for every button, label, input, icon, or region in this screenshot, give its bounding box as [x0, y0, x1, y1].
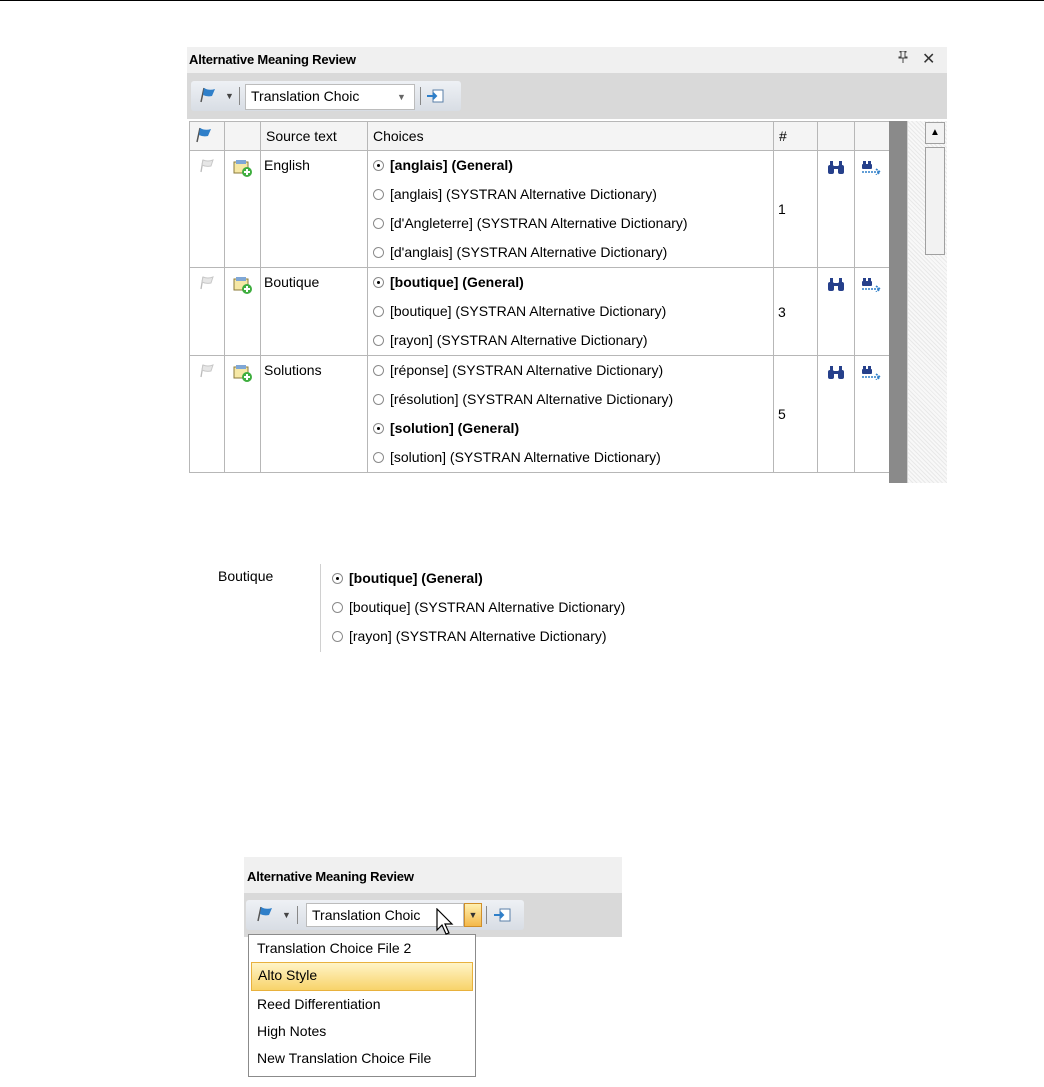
table-row[interactable] — [190, 268, 890, 356]
search-cell[interactable] — [818, 356, 855, 473]
panel-title: Alternative Meaning Review — [247, 869, 414, 884]
chevron-down-icon[interactable]: ▼ — [397, 92, 406, 102]
find-next-icon[interactable] — [861, 367, 883, 383]
choice-option[interactable] — [368, 356, 773, 385]
row-flag-cell[interactable] — [190, 268, 225, 356]
choice-option[interactable] — [368, 326, 773, 355]
mouse-cursor-icon — [436, 908, 456, 936]
table-row[interactable] — [190, 356, 890, 473]
row-add-cell[interactable] — [225, 151, 261, 268]
column-header-source[interactable]: Source text — [261, 122, 368, 151]
choice-label: [solution] (SYSTRAN Alternative Dictionary) — [390, 449, 661, 465]
choice-option[interactable] — [368, 151, 773, 180]
choice-option[interactable] — [368, 180, 773, 209]
chevron-down-icon[interactable]: ▼ — [464, 903, 482, 927]
search-cell[interactable] — [818, 151, 855, 268]
flag-icon[interactable] — [199, 365, 215, 381]
table-row[interactable] — [190, 151, 890, 268]
choice-option[interactable] — [368, 385, 773, 414]
goto-cell[interactable] — [855, 268, 890, 356]
panel-toolbar — [187, 73, 947, 119]
radio-icon[interactable] — [332, 631, 343, 642]
count-cell: 3 — [774, 268, 818, 356]
panel-toolbar — [244, 893, 622, 937]
flag-dropdown-icon[interactable]: ▼ — [225, 91, 234, 101]
translation-choice-combo[interactable] — [245, 84, 415, 110]
goto-cell[interactable] — [855, 356, 890, 473]
radio-selected-icon[interactable] — [373, 160, 384, 171]
add-to-dictionary-icon[interactable] — [233, 369, 253, 385]
binoculars-icon[interactable] — [826, 367, 846, 383]
radio-icon[interactable] — [332, 602, 343, 613]
source-text-cell: English — [261, 151, 368, 268]
choices-grid — [189, 121, 890, 473]
panel-title: Alternative Meaning Review — [189, 52, 356, 67]
choice-label: [résolution] (SYSTRAN Alternative Dictionary) — [390, 391, 674, 407]
menu-item[interactable]: High Notes — [257, 1023, 327, 1039]
toolbar-separator — [297, 906, 298, 924]
toolbar-separator — [239, 87, 240, 105]
radio-icon[interactable] — [373, 365, 384, 376]
flag-icon — [195, 127, 213, 143]
add-to-dictionary-icon[interactable] — [233, 281, 253, 297]
export-icon[interactable] — [494, 907, 512, 923]
close-icon[interactable]: ✕ — [922, 51, 936, 68]
choices-cell — [368, 356, 774, 473]
choice-label: [d'Angleterre] (SYSTRAN Alternative Dictionary) — [390, 215, 688, 231]
find-next-icon[interactable] — [861, 162, 883, 178]
column-header-count[interactable]: # — [774, 122, 818, 151]
search-cell[interactable] — [818, 268, 855, 356]
column-header-flag[interactable] — [190, 122, 225, 151]
row-flag-cell[interactable] — [190, 356, 225, 473]
count-cell: 5 — [774, 356, 818, 473]
combo-value: Translation Choic — [251, 88, 360, 104]
choice-label: [réponse] (SYSTRAN Alternative Dictionary) — [390, 362, 664, 378]
alternative-meaning-review-panel-dropdown — [244, 857, 622, 1077]
toolbar-separator — [486, 906, 487, 924]
goto-cell[interactable] — [855, 151, 890, 268]
choice-label: [rayon] (SYSTRAN Alternative Dictionary) — [349, 628, 607, 644]
choice-option[interactable] — [368, 443, 773, 472]
row-flag-cell[interactable] — [190, 151, 225, 268]
choice-option[interactable] — [368, 297, 773, 326]
grid-header-row — [190, 122, 890, 151]
flag-icon[interactable] — [199, 277, 215, 293]
choice-option[interactable] — [327, 593, 625, 622]
toolbar-separator — [420, 87, 421, 105]
choices-cell — [368, 151, 774, 268]
choice-label: [boutique] (General) — [349, 570, 483, 586]
row-add-cell[interactable] — [225, 356, 261, 473]
menu-item[interactable]: New Translation Choice File — [257, 1050, 432, 1066]
choice-label: [boutique] (SYSTRAN Alternative Dictionary) — [349, 599, 626, 615]
flag-icon[interactable] — [256, 906, 274, 922]
radio-icon[interactable] — [373, 189, 384, 200]
radio-icon[interactable] — [373, 247, 384, 258]
choice-option[interactable] — [368, 209, 773, 238]
choice-label: [anglais] (SYSTRAN Alternative Dictionary) — [390, 186, 657, 202]
radio-selected-icon[interactable] — [373, 423, 384, 434]
zoom-source-text: Boutique — [218, 568, 274, 584]
zoomed-row — [210, 562, 710, 652]
radio-icon[interactable] — [373, 335, 384, 346]
top-rule — [0, 0, 1044, 1]
grid-scroll-gutter — [889, 121, 907, 483]
choice-option[interactable] — [368, 238, 773, 267]
source-text-cell: Boutique — [261, 268, 368, 356]
alternative-meaning-review-panel — [187, 47, 947, 483]
choice-label: [d'anglais] (SYSTRAN Alternative Dictionary) — [390, 244, 668, 260]
radio-selected-icon[interactable] — [332, 573, 343, 584]
choice-option[interactable] — [368, 268, 773, 297]
combo-value: Translation Choic — [312, 907, 421, 923]
flag-dropdown-icon[interactable]: ▼ — [282, 910, 291, 920]
menu-item[interactable]: Alto Style — [251, 962, 473, 991]
radio-icon[interactable] — [373, 452, 384, 463]
choices-cell — [368, 268, 774, 356]
scrollbar-thumb[interactable] — [925, 147, 945, 255]
column-header-goto[interactable] — [855, 122, 890, 151]
choice-option[interactable] — [368, 414, 773, 443]
translation-choice-menu — [248, 934, 476, 1077]
row-add-cell[interactable] — [225, 268, 261, 356]
menu-item[interactable]: Translation Choice File 2 — [257, 940, 412, 956]
count-cell: 1 — [774, 151, 818, 268]
radio-icon[interactable] — [373, 306, 384, 317]
radio-icon[interactable] — [373, 394, 384, 405]
radio-icon[interactable] — [373, 218, 384, 229]
choice-option[interactable] — [327, 622, 625, 651]
binoculars-icon[interactable] — [826, 162, 846, 178]
menu-item[interactable]: Reed Differentiation — [257, 996, 381, 1012]
choice-label: [solution] (General) — [390, 420, 520, 436]
column-header-search[interactable] — [818, 122, 855, 151]
flag-icon[interactable] — [199, 160, 215, 176]
choice-label: [anglais] (General) — [390, 157, 513, 173]
choice-option[interactable] — [327, 564, 625, 593]
scroll-up-button[interactable]: ▲ — [925, 122, 945, 144]
panel-titlebar — [244, 857, 622, 893]
column-header-choices[interactable]: Choices — [368, 122, 774, 151]
choice-label: [boutique] (SYSTRAN Alternative Dictionary) — [390, 303, 667, 319]
add-to-dictionary-icon[interactable] — [233, 164, 253, 180]
export-icon[interactable] — [427, 88, 445, 104]
column-header-icon[interactable] — [225, 122, 261, 151]
zoom-divider — [320, 564, 321, 652]
panel-titlebar — [187, 47, 947, 73]
radio-selected-icon[interactable] — [373, 277, 384, 288]
pin-icon[interactable] — [898, 51, 908, 66]
zoom-choice-list — [327, 564, 625, 651]
find-next-icon[interactable] — [861, 279, 883, 295]
choice-label: [rayon] (SYSTRAN Alternative Dictionary) — [390, 332, 648, 348]
source-text-cell: Solutions — [261, 356, 368, 473]
binoculars-icon[interactable] — [826, 279, 846, 295]
flag-icon[interactable] — [199, 87, 217, 103]
choice-label: [boutique] (General) — [390, 274, 524, 290]
